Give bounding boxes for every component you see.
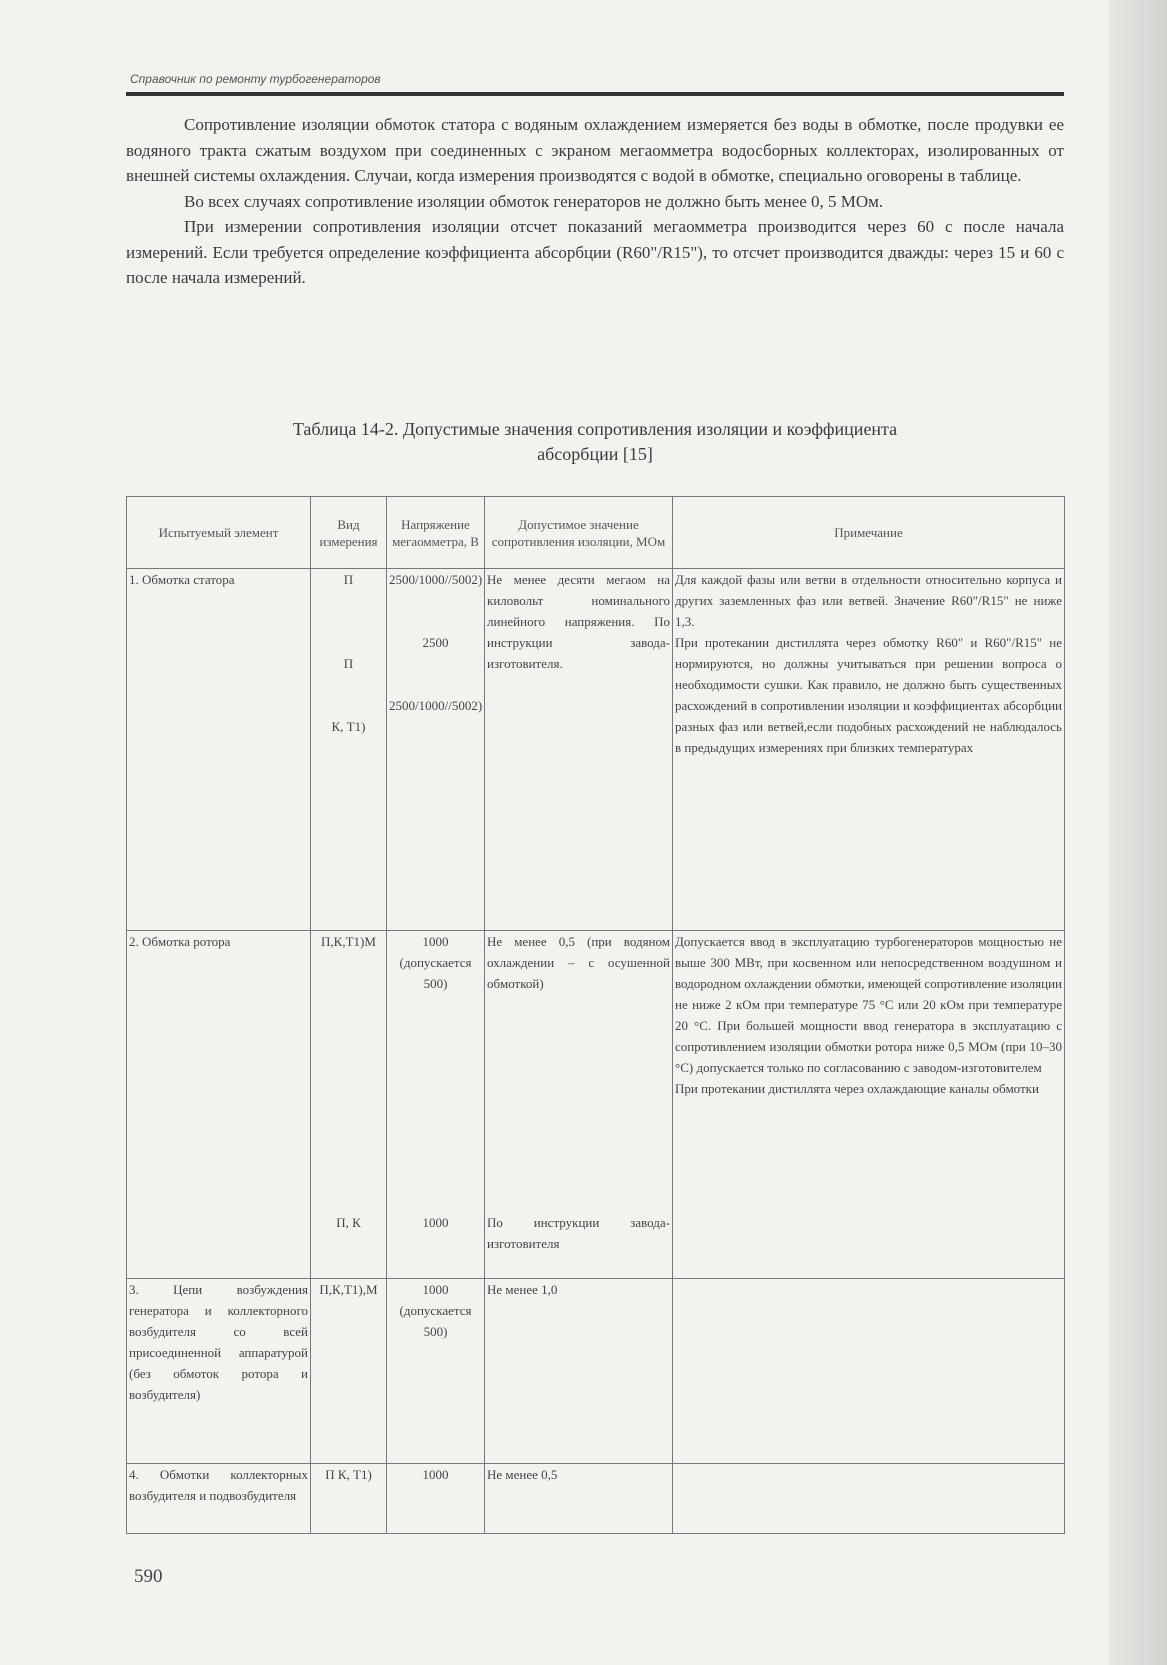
paragraph: Сопротивление изоляции обмоток статора с водяным охлаждением измеряется без воды в обмотке, после продувки ее водяного тракта сжатым воздухом при соединенных с экраном мегаомметра водосборных коллекторах, изолированных от внешней системы охлаждения. Случаи, когда измерения производятся с водой в обмотке, специально оговорены в таблице. — [126, 115, 1064, 185]
header-note: Примечание — [673, 497, 1065, 569]
header-kind: Вид измерения — [311, 497, 387, 569]
table-caption — [126, 417, 1064, 467]
cell-element: 3. Цепи возбуждения генератора и коллекторного возбудителя со всей присоединенной аппаратурой (без обмоток ротора и возбудителя) — [127, 1279, 311, 1464]
table-row — [127, 569, 1065, 931]
cell-element: 4. Обмотки коллекторных возбудителя и подвозбудителя — [127, 1464, 311, 1534]
table-row — [127, 1279, 1065, 1464]
cell-value: Не менее 0,5 — [485, 1464, 673, 1534]
kind-value: П,К,Т1)М — [321, 934, 376, 949]
table-row — [127, 931, 1065, 1279]
caption-line: абсорбции [15] — [537, 444, 653, 464]
value-text: Не менее 0,5 (при водяном охлаждении – с осушенной обмоткой) — [487, 934, 670, 991]
caption-line: Таблица 14-2. Допустимые значения сопротивления изоляции и коэффициента — [292, 419, 898, 439]
insulation-table — [126, 496, 1065, 1534]
kind-value: П — [343, 656, 354, 671]
voltage-value: 1000 — [422, 1215, 449, 1230]
page-number: 590 — [134, 1566, 163, 1587]
cell-voltage — [387, 569, 485, 931]
cell-value: Не менее 1,0 — [485, 1279, 673, 1464]
cell-value — [485, 931, 673, 1279]
voltage-value: 2500/1000//5002) — [389, 698, 483, 713]
note-text: Для каждой фазы или ветви в отдельности относительно корпуса и других заземленных фаз или ветвей. Значение R60"/R15" не ниже 1,3. — [675, 572, 1062, 629]
cell-note — [673, 569, 1065, 931]
cell-note — [673, 1279, 1065, 1464]
paragraph: Во всех случаях сопротивление изоляции обмоток генераторов не должно быть менее 0, 5 МОм. — [184, 191, 884, 211]
body-text — [126, 112, 1064, 291]
voltage-value: 2500/1000//5002) — [389, 572, 483, 587]
cell-value: Не менее десяти мегаом на киловольт номинального линейного напряжения. По инструкции завода-изготовителя. — [485, 569, 673, 931]
voltage-value: 1000 (допускается 500) — [399, 934, 472, 991]
cell-element: 2. Обмотка ротора — [127, 931, 311, 1279]
voltage-value: 2500 — [422, 635, 449, 650]
kind-value: П — [343, 572, 354, 587]
running-title: Справочник по ремонту турбогенераторов — [130, 72, 381, 86]
kind-value: П, К — [336, 1215, 361, 1230]
paragraph: При измерении сопротивления изоляции отсчет показаний мегаомметра производится через 60 с после начала измерений. Если требуется определение коэффициента абсорбции (R60"/R15"), то отсчет производится дважды: через 15 и 60 с после начала измерений. — [126, 217, 1064, 287]
header-voltage: Напряжение мегаомметра, В — [387, 497, 485, 569]
note-text: При протекании дистиллята через обмотку R60" и R60"/R15" не нормируются, но должны учитываться при решении вопроса о необходимости сушки. Как правило, не должно быть существенных расхождений в сопротивлении изоляции и коэффициентах абсорбции разных фаз или ветвей,если подобных расхождений не наблюдалось в предыдущих измерениях при близких температурах — [675, 635, 1062, 755]
header-value: Допустимое значение сопротивления изоляции, МОм — [485, 497, 673, 569]
cell-voltage — [387, 931, 485, 1279]
header-element: Испытуемый элемент — [127, 497, 311, 569]
cell-voltage: 1000 (допускается 500) — [387, 1279, 485, 1464]
cell-voltage: 1000 — [387, 1464, 485, 1534]
cell-element: 1. Обмотка статора — [127, 569, 311, 931]
cell-note — [673, 1464, 1065, 1534]
cell-kind — [311, 931, 387, 1279]
cell-kind: П К, Т1) — [311, 1464, 387, 1534]
table-header-row — [127, 497, 1065, 569]
page-edge-shadow — [1109, 0, 1167, 1665]
cell-kind: П,К,Т1),М — [311, 1279, 387, 1464]
cell-note — [673, 931, 1065, 1279]
kind-value: К, Т1) — [331, 719, 366, 734]
note-text: При протекании дистиллята через охлаждающие каналы обмотки — [675, 1081, 1039, 1096]
header-rule — [126, 92, 1064, 96]
cell-kind — [311, 569, 387, 931]
value-text: По инструкции завода-изготовителя — [487, 1215, 670, 1251]
table-row — [127, 1464, 1065, 1534]
note-text: Допускается ввод в эксплуатацию турбогенераторов мощностью не выше 300 МВт, при косвенном или непосредственном воздушном и водородном охлаждении обмотки, имеющей сопротивление изоляции не ниже 2 кОм при температуре 75 °С или 20 кОм при температуре 20 °С. При большей мощности ввод генератора в эксплуатацию с сопротивлением изоляции обмотки ротора ниже 0,5 МОм (при 10–30 °С) допускается только по согласованию с заводом-изготовителем — [675, 934, 1062, 1075]
